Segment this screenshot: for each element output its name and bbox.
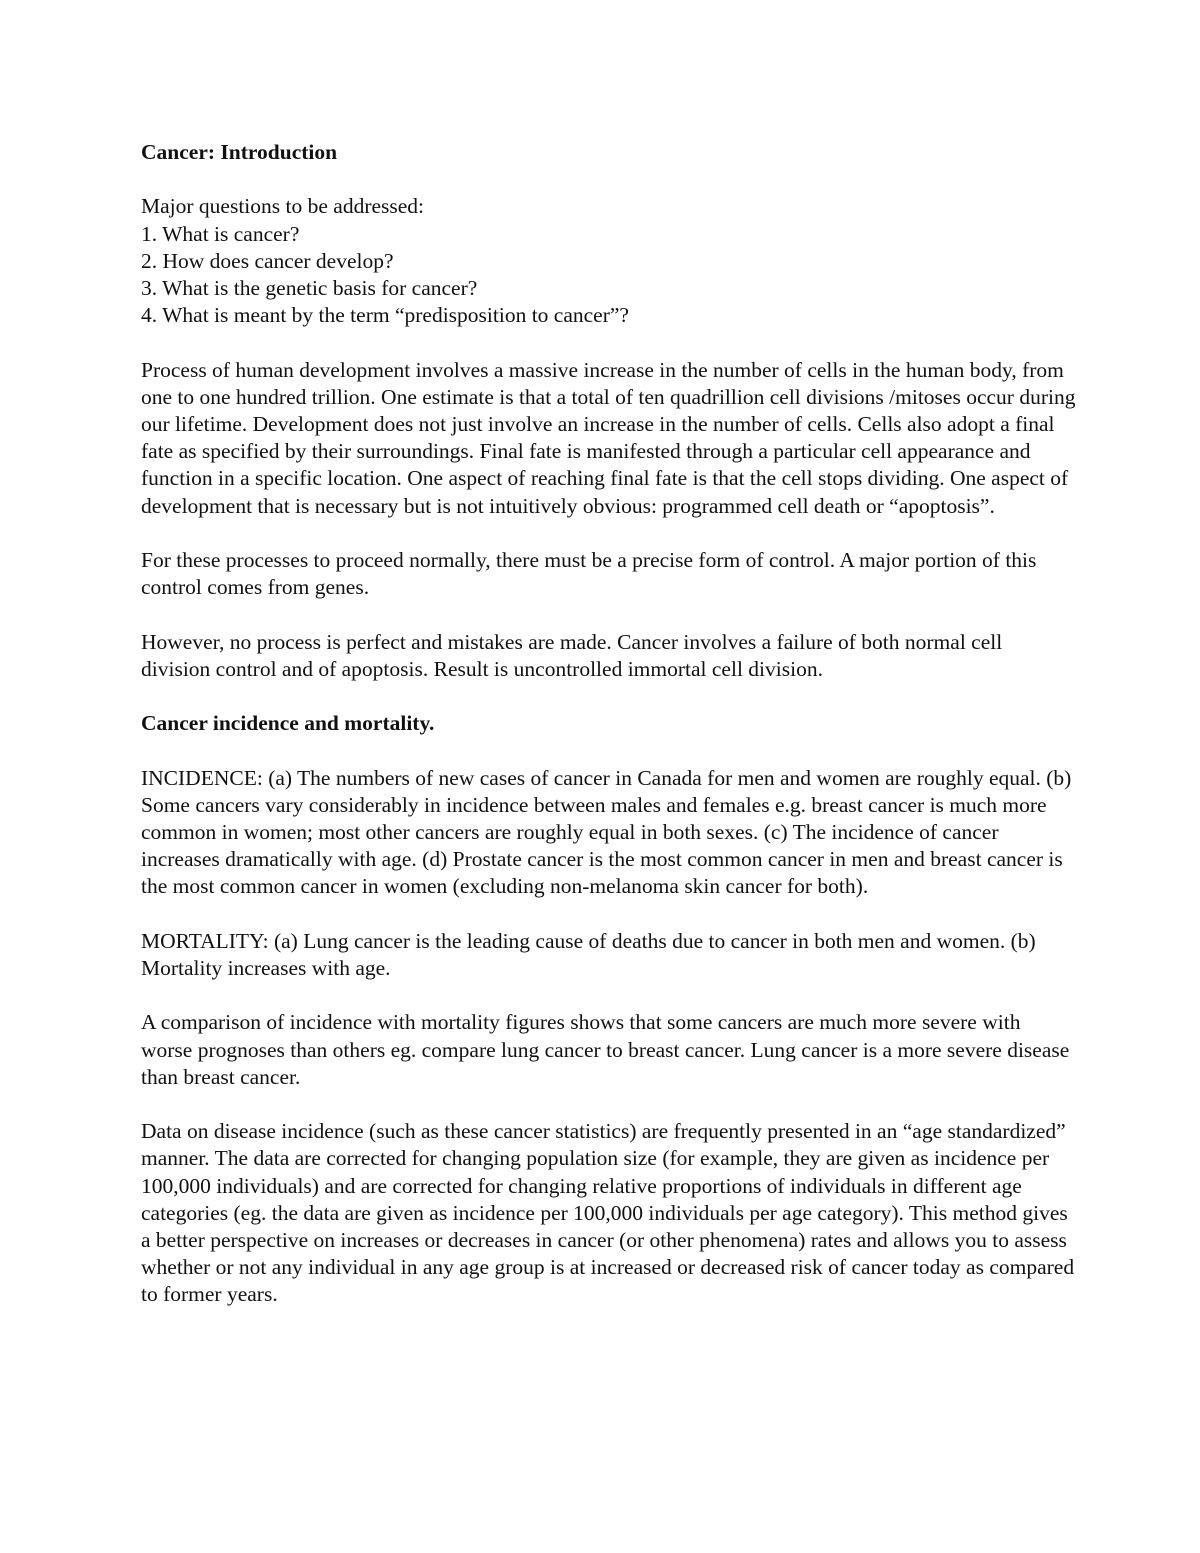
document-title: Cancer: Introduction [141,140,338,164]
paragraph-comparison: A comparison of incidence with mortality figures shows that some cancers are much more severe with worse prognoses than others eg. compare lung cancer to breast cancer. Lung cancer is a more severe disease than breast cancer. [141,1010,1070,1089]
section-heading: Cancer incidence and mortality. [141,711,435,736]
questions-list [141,221,1076,330]
paragraph-age-standardized: Data on disease incidence (such as these cancer statistics) are frequently presented in an “age standardized” manner. The data are corrected for changing population size (for example, they are given as incidence per 100,000 individuals) and are corrected for changing relative proportions of individuals in different age categories (eg. the data are given as incidence per 100,000 individuals per age category). This method gives a better perspective on increases or decreases in cancer (or other phenomena) rates and allows you to assess whether or not any individual in any age group is at increased or decreased risk of cancer today as compared to former years. [141,1119,1075,1307]
paragraph-incidence: INCIDENCE: (a) The numbers of new cases of cancer in Canada for men and women are roughly equal. (b) Some cancers vary considerably in incidence between males and females e.g. breast cancer is much more common in women; most other cancers are roughly equal in both sexes. (c) The incidence of cancer increases dramatically with age. (d) Prostate cancer is the most common cancer in men and breast cancer is the most common cancer in women (excluding non-melanoma skin cancer for both). [141,765,1072,899]
question-item: 3. What is the genetic basis for cancer? [141,276,478,300]
spacer [141,520,1076,547]
spacer [141,901,1076,928]
question-item: 1. What is cancer? [141,221,300,246]
spacer [141,737,1076,764]
spacer [141,329,1076,356]
spacer [141,166,1076,193]
questions-intro: Major questions to be addressed: [141,194,425,219]
question-item: 2. How does cancer develop? [141,248,394,273]
paragraph-failure: However, no process is perfect and mistakes are made. Cancer involves a failure of both normal cell division control and of apoptosis. Result is uncontrolled immortal cell division. [141,629,1003,681]
question-item: 4. What is meant by the term “predisposition to cancer”? [141,303,629,328]
paragraph-development: Process of human development involves a massive increase in the number of cells in the human body, from one to one hundred trillion. One estimate is that a total of ten quadrillion cell divisions /mitoses occur during our lifetime. Development does not just involve an increase in the number of cells. Cells also adopt a final fate as specified by their surroundings. Final fate is manifested through a particular cell appearance and function in a specific location. One aspect of reaching final fate is that the cell stops dividing. One aspect of development that is necessary but is not intuitively obvious: programmed cell death or “apoptosis”. [141,357,1076,518]
spacer [141,1091,1076,1118]
document-page [141,139,1076,1309]
spacer [141,683,1076,710]
paragraph-mortality: MORTALITY: (a) Lung cancer is the leading cause of deaths due to cancer in both men and women. (b) Mortality increases with age. [141,928,1036,980]
paragraph-control: For these processes to proceed normally, there must be a precise form of control. A major portion of this control comes from genes. [141,548,1037,600]
spacer [141,601,1076,628]
spacer [141,982,1076,1009]
